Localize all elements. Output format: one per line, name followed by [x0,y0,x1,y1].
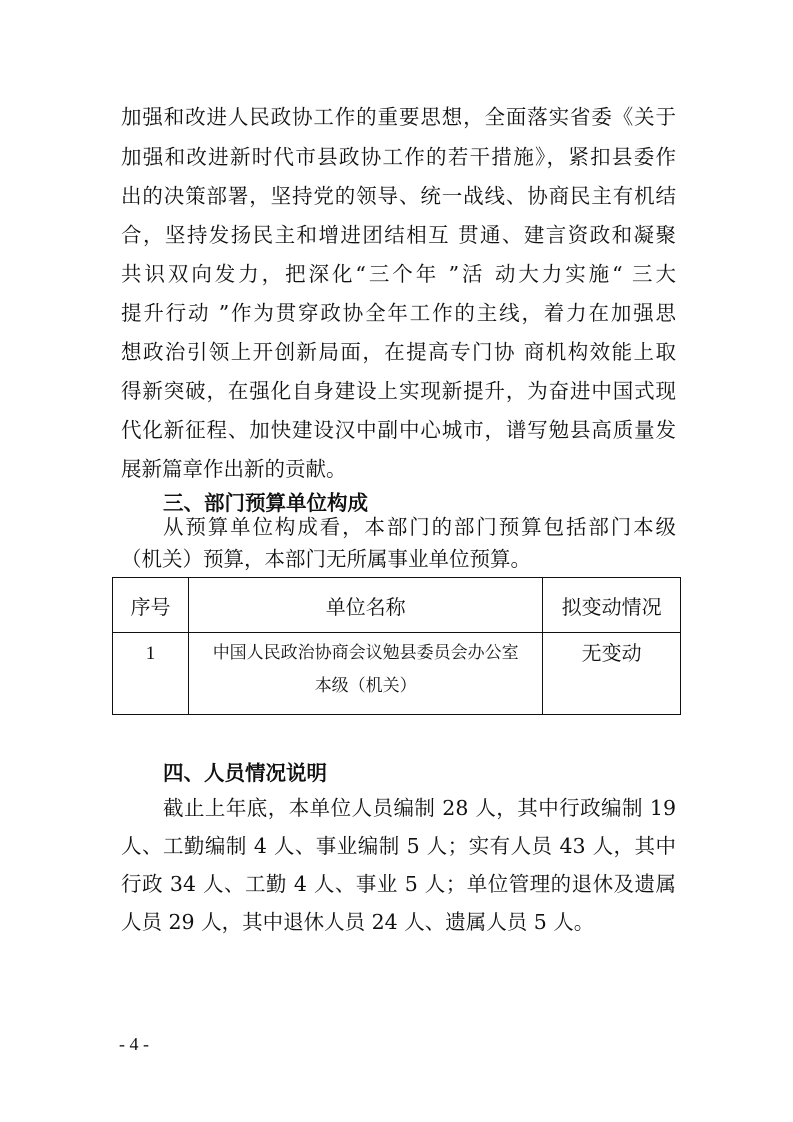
staffing-line-1: 截止上年底，本单位人员编制 28 人，其中行政编制 19 [163,796,676,820]
staffing-line-4: 人员 29 人，其中退休人员 24 人、遗属人员 5 人。 [121,910,595,934]
intro-line-1: 加强和改进人民政协工作的重要思想，全面落实省委《关于 [121,105,676,129]
staffing-line-2: 人、工勤编制 4 人、事业编制 5 人；实有人员 43 人，其中 [121,834,676,858]
budget-unit-table [112,577,681,715]
table-row [113,633,681,715]
section-heading-budget-units: 三、部门预算单位构成 [163,491,368,515]
cell-unit-name [189,633,543,715]
intro-line-4: 合，坚持发扬民主和增进团结相互 贯通、建言资政和凝聚 [121,223,676,247]
intro-line-7: 想政治引领上开创新局面，在提高专门协 商机构效能上取 [121,340,676,364]
budget-units-line-1: 从预算单位构成看，本部门的部门预算包括部门本级 [163,515,676,539]
intro-line-2: 加强和改进新时代市县政协工作的若干措施》，紧扣县委作 [121,145,676,169]
header-planned-change: 拟变动情况 [543,578,681,633]
intro-line-5: 共识双向发力，把深化“三个年 ”活 动大力实施“ 三大 [121,262,676,286]
intro-line-6: 提升行动 ”作为贯穿政协全年工作的主线，着力在加强思 [121,301,676,325]
intro-line-3: 出的决策部署，坚持党的领导、统一战线、协商民主有机结 [121,184,676,208]
table-header-row [113,578,681,633]
intro-line-9: 代化新征程、加快建设汉中副中心城市，谱写勉县高质量发 [121,418,676,442]
cell-serial-number: 1 [113,633,189,715]
page-number: - 4 - [119,1034,149,1054]
header-unit-name: 单位名称 [189,578,543,633]
budget-units-line-2: （机关）预算，本部门无所属事业单位预算。 [121,547,531,571]
unit-name-line-2: 本级（机关） [314,676,417,696]
staffing-line-3: 行政 34 人、工勤 4 人、事业 5 人；单位管理的退休及遗属 [121,872,676,896]
intro-line-10: 展新篇章作出新的贡献。 [121,457,347,481]
intro-line-8: 得新突破，在强化自身建设上实现新提升，为奋进中国式现 [121,379,676,403]
section-heading-staffing: 四、人员情况说明 [163,761,327,785]
unit-name-line-1: 中国人民政治协商会议勉县委员会办公室 [212,643,519,663]
header-serial-number: 序号 [113,578,189,633]
cell-planned-change: 无变动 [543,633,681,715]
